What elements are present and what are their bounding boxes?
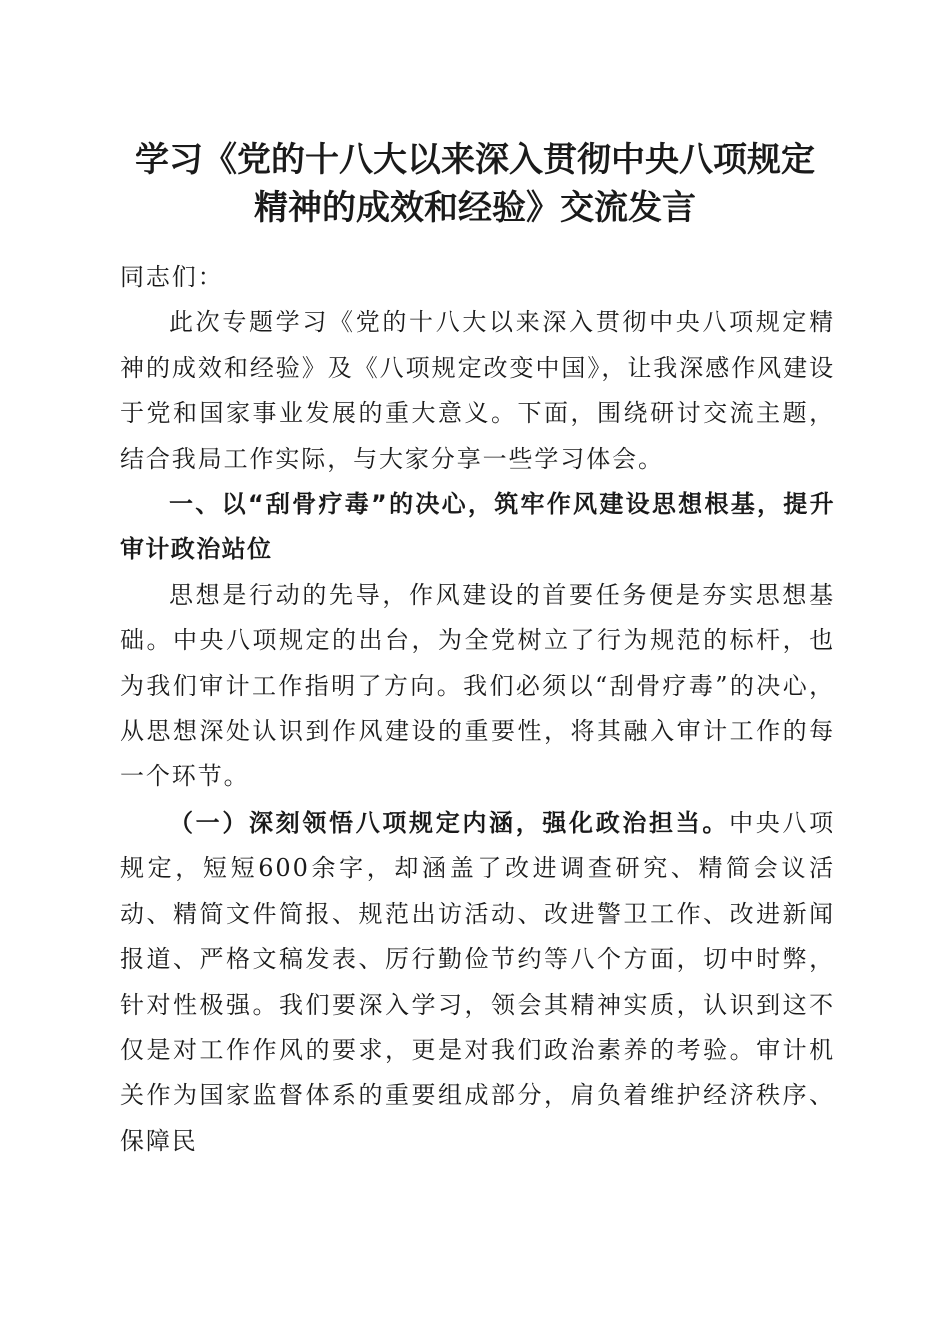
subsection-1-text: 中央八项规定，短短600余字，却涵盖了改进调查研究、精简会议活动、精简文件简报、规范出访活动、改进警卫工作、改进新闻报道、严格文稿发表、厉行勤俭节约等八个方面，切中时弊，针对性极强。我们要深入学习，领会其精神实质，认识到这不仅是对工作作风的要求，更是对我们政治素养的考验。审计机关作为国家监督体系的重要组成部分，肩负着维护经济秩序、保障民 bbox=[120, 808, 835, 1155]
subsection-1-paragraph bbox=[120, 800, 835, 1164]
section-1-paragraph: 思想是行动的先导，作风建设的首要任务便是夯实思想基础。中央八项规定的出台，为全党树立了行为规范的标杆，也为我们审计工作指明了方向。我们必须以“刮骨疗毒”的决心，从思想深处认识到作风建设的重要性，将其融入审计工作的每一个环节。 bbox=[120, 580, 835, 791]
document-body bbox=[120, 255, 835, 1164]
section-1-heading: 一、以“刮骨疗毒”的决心，筑牢作风建设思想根基，提升审计政治站位 bbox=[120, 490, 835, 564]
intro-paragraph: 此次专题学习《党的十八大以来深入贯彻中央八项规定精神的成效和经验》及《八项规定改变中国》，让我深感作风建设于党和国家事业发展的重大意义。下面，围绕研讨交流主题，结合我局工作实际，与大家分享一些学习体会。 bbox=[120, 308, 835, 473]
salutation: 同志们： bbox=[120, 263, 224, 291]
document-title-line-1: 学习《党的十八大以来深入贯彻中央八项规定 bbox=[135, 140, 815, 180]
document-title-line-2: 精神的成效和经验》交流发言 bbox=[254, 188, 696, 228]
subsection-1-heading: （一）深刻领悟八项规定内涵，强化政治担当。 bbox=[169, 807, 730, 837]
